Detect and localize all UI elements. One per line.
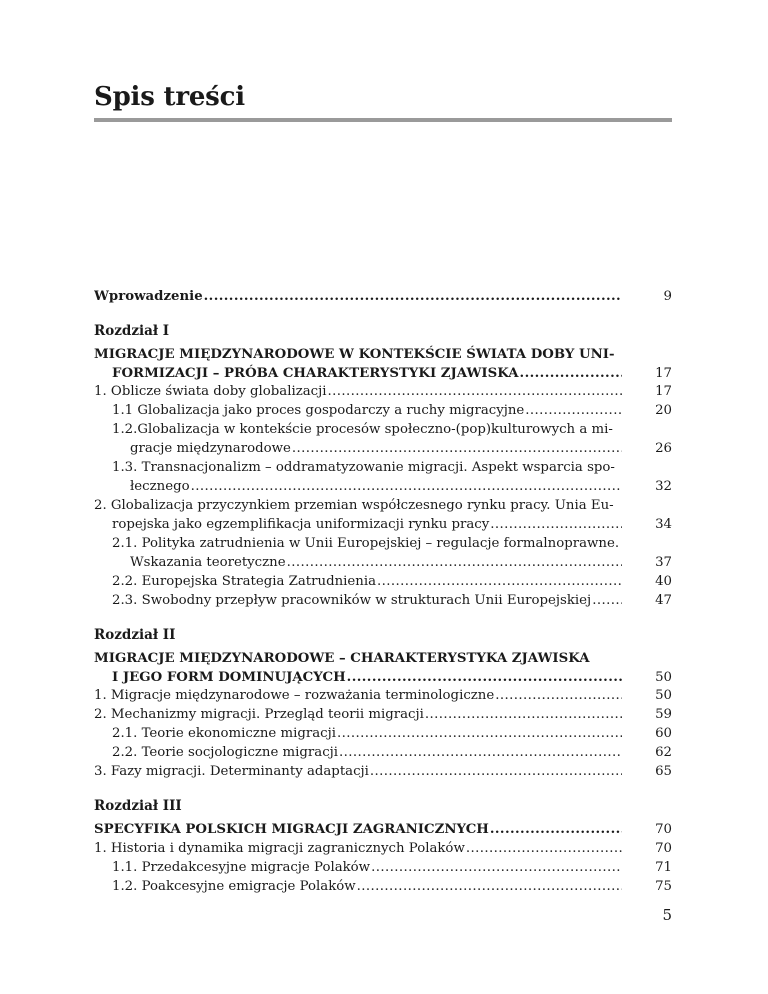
toc-entry-text: [130, 439, 622, 459]
toc-entry-label: 1. Oblicze świata doby globalizacji: [94, 384, 327, 399]
toc-entry-text: [94, 686, 622, 706]
toc-entry-text: [94, 762, 622, 782]
toc-entry-label: 1.3. Transnacjonalizm – oddramatyzowanie migracji. Aspekt wsparcia spo-: [112, 460, 615, 475]
toc-page-number: 65: [655, 764, 672, 779]
toc-entry-label: 2.2. Teorie socjologiczne migracji: [112, 745, 339, 760]
toc-entry: [94, 743, 672, 763]
toc-page-number: 32: [655, 479, 672, 494]
toc-entry-text: [112, 743, 622, 763]
toc-entry-label: Wskazania teoretyczne: [130, 555, 286, 570]
toc-entry: [94, 534, 672, 554]
toc-entry-label: 1.1. Przedakcesyjne migracje Polaków: [112, 860, 371, 875]
toc-entry-text: [112, 591, 622, 611]
toc-entry: [94, 321, 672, 341]
toc-entry-text: [94, 820, 622, 840]
toc-page-number: 20: [655, 403, 672, 418]
toc-entry-label: 1.2.Globalizacja w kontekście procesów społeczno-(pop)kulturowych a mi-: [112, 422, 613, 437]
title-rule: [94, 118, 672, 122]
toc-entry-label: ropejska jako egzemplifikacja uniformizacji rynku pracy: [112, 517, 490, 532]
toc-entry: [94, 572, 672, 592]
toc-entry: [94, 439, 672, 459]
toc-entry-text: [94, 625, 622, 645]
toc-entry-label: 2.2. Europejska Strategia Zatrudnienia: [112, 574, 377, 589]
toc-entry: [94, 724, 672, 744]
toc-entry: [94, 668, 672, 688]
toc-entry: [94, 762, 672, 782]
toc-entry-text: [112, 458, 622, 478]
toc-page-number: 75: [655, 879, 672, 894]
toc-page-number: 34: [655, 517, 672, 532]
toc-entry-text: [112, 877, 622, 897]
toc-entry: [94, 477, 672, 497]
toc-entry: [94, 553, 672, 573]
page-title: Spis treści: [94, 82, 245, 112]
toc-entry-text: [130, 477, 622, 497]
toc-entry-label: Rozdział I: [94, 323, 170, 339]
toc-entry: [94, 839, 672, 859]
toc-entry-text: [94, 496, 622, 516]
toc-entry-label: 1.2. Poakcesyjne emigracje Polaków: [112, 879, 356, 894]
toc-page-number: 71: [655, 860, 672, 875]
toc-entry-label: 2.1. Polityka zatrudnienia w Unii Europejskiej – regulacje formalnoprawne.: [112, 536, 620, 551]
toc-entry-label: MIGRACJE MIĘDZYNARODOWE – CHARAKTERYSTYKA ZJAWISKA: [94, 651, 590, 666]
toc-entry-text: [112, 364, 622, 384]
toc-page-number: 17: [655, 366, 672, 381]
toc-page-number: 50: [655, 688, 672, 703]
toc-entry: [94, 382, 672, 402]
toc-entry-text: [130, 553, 622, 573]
toc-page-number: 59: [655, 707, 672, 722]
toc-entry: [94, 364, 672, 384]
toc-page-number: 40: [655, 574, 672, 589]
toc-entry-text: [112, 572, 622, 592]
toc-page-number: 62: [655, 745, 672, 760]
toc-entry-label: FORMIZACJI – PRÓBA CHARAKTERYSTYKI ZJAWISKA: [112, 366, 519, 381]
toc-entry-text: [94, 649, 622, 669]
toc-page-number: 37: [655, 555, 672, 570]
toc-entry-text: [112, 668, 622, 688]
toc-entry: [94, 515, 672, 535]
toc-entry: [94, 401, 672, 421]
toc-entry: [94, 625, 672, 645]
toc-entry: [94, 458, 672, 478]
toc-page-number: 17: [655, 384, 672, 399]
toc-entry-text: [112, 724, 622, 744]
toc-entry-text: [94, 382, 622, 402]
toc-entry-label: Wprowadzenie: [94, 289, 203, 304]
toc-entry: [94, 420, 672, 440]
toc-entry: [94, 591, 672, 611]
toc-entry-label: SPECYFIKA POLSKICH MIGRACJI ZAGRANICZNYCH: [94, 822, 489, 837]
toc-page-number: 70: [655, 841, 672, 856]
toc-page-number: 26: [655, 441, 672, 456]
toc-entry-text: [94, 705, 622, 725]
toc-entry-label: Rozdział III: [94, 798, 182, 814]
toc-page-number: 70: [655, 822, 672, 837]
toc-entry-label: 2. Mechanizmy migracji. Przegląd teorii migracji: [94, 707, 424, 722]
toc-entry-text: [112, 534, 622, 554]
toc-entry: [94, 287, 672, 307]
toc-entry-label: 1.1 Globalizacja jako proces gospodarczy a ruchy migracyjne: [112, 403, 525, 418]
toc-entry-label: 3. Fazy migracji. Determinanty adaptacji: [94, 764, 369, 779]
toc-entry: [94, 877, 672, 897]
toc-entry-label: łecznego: [130, 479, 190, 494]
toc-entry: [94, 858, 672, 878]
toc-entry-label: I JEGO FORM DOMINUJĄCYCH: [112, 670, 346, 685]
toc-entry-label: gracje międzynarodowe: [130, 441, 291, 456]
toc-entry-text: [94, 321, 622, 341]
toc-page-number: 60: [655, 726, 672, 741]
toc-entry-label: 1. Migracje międzynarodowe – rozważania terminologiczne: [94, 688, 495, 703]
toc-entry-label: Rozdział II: [94, 627, 176, 643]
toc-entry: [94, 496, 672, 516]
toc-entry: [94, 686, 672, 706]
toc-entry: [94, 705, 672, 725]
toc-entry-text: [94, 796, 622, 816]
toc-page-number: 50: [655, 670, 672, 685]
page-number: 5: [662, 906, 672, 924]
toc-entry: [94, 649, 672, 669]
toc-entry: [94, 345, 672, 365]
toc-page-number: 47: [655, 593, 672, 608]
toc-entry-text: [112, 515, 622, 535]
toc-entry-text: [94, 345, 622, 365]
toc-page-number: 9: [663, 289, 672, 304]
toc-entry: [94, 820, 672, 840]
toc-entry-text: [112, 401, 622, 421]
toc-entry-label: 2.3. Swobodny przepływ pracowników w strukturach Unii Europejskiej: [112, 593, 592, 608]
toc-entry: [94, 796, 672, 816]
toc-entry-label: 2. Globalizacja przyczynkiem przemian współczesnego rynku pracy. Unia Eu-: [94, 498, 614, 513]
toc-entry-text: [112, 858, 622, 878]
toc-entry-label: 1. Historia i dynamika migracji zagranicznych Polaków: [94, 841, 465, 856]
toc-entry-label: 2.1. Teorie ekonomiczne migracji: [112, 726, 336, 741]
toc-entry-text: [112, 420, 622, 440]
toc-entry-text: [94, 287, 622, 307]
toc-entry-text: [94, 839, 622, 859]
toc-entry-label: MIGRACJE MIĘDZYNARODOWE W KONTEKŚCIE ŚWIATA DOBY UNI-: [94, 347, 615, 362]
